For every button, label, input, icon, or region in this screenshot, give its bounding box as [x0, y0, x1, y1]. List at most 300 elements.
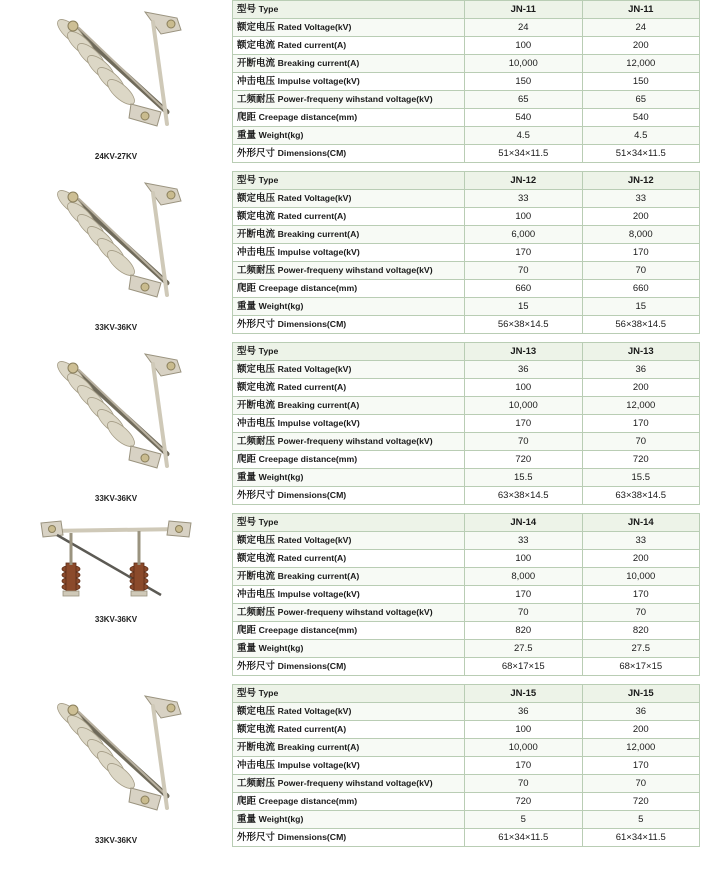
table-row [233, 343, 700, 361]
table-cell: 33 [582, 190, 700, 208]
product-caption: 33KV-36KV [94, 615, 138, 624]
row-label-en: Dimensions(CM) [277, 832, 347, 842]
spec-table-cell [232, 513, 716, 676]
table-cell: 100 [465, 208, 583, 226]
row-label-cn: 型号 [237, 4, 257, 15]
row-label-cn: 爬距 [237, 796, 257, 807]
row-label-cn: 冲击电压 [237, 589, 276, 600]
row-label [233, 514, 465, 532]
row-label [233, 793, 465, 811]
row-label-cn: 型号 [237, 175, 257, 186]
row-label [233, 343, 465, 361]
table-row [233, 550, 700, 568]
table-cell: JN-14 [582, 514, 700, 532]
row-label-cn: 工频耐压 [237, 607, 276, 618]
row-label-cn: 冲击电压 [237, 76, 276, 87]
row-label-en: Breaking current(A) [277, 400, 360, 410]
row-label-cn: 重量 [237, 643, 257, 654]
table-row [233, 244, 700, 262]
row-label [233, 586, 465, 604]
row-label [233, 532, 465, 550]
table-cell: 170 [465, 244, 583, 262]
row-label-cn: 额定电压 [237, 364, 276, 375]
row-label [233, 568, 465, 586]
row-label-en: Type [258, 175, 279, 185]
table-cell: 170 [582, 415, 700, 433]
table-cell: 65 [582, 91, 700, 109]
table-cell: 56×38×14.5 [582, 316, 700, 334]
table-row [233, 280, 700, 298]
table-row [233, 172, 700, 190]
table-cell: 10,000 [465, 397, 583, 415]
row-label-cn: 开断电流 [237, 742, 276, 753]
row-label-cn: 额定电压 [237, 193, 276, 204]
table-cell: 51×34×11.5 [582, 145, 700, 163]
row-label-en: Power-frequeny wihstand voltage(kV) [277, 607, 433, 617]
row-label-en: Weight(kg) [258, 643, 304, 653]
row-label-cn: 爬距 [237, 454, 257, 465]
spec-table-cell [232, 0, 716, 163]
product-caption: 33KV-36KV [94, 323, 138, 332]
table-row [233, 451, 700, 469]
row-label [233, 208, 465, 226]
table-row [233, 793, 700, 811]
table-cell: JN-13 [465, 343, 583, 361]
row-label [233, 298, 465, 316]
row-label-cn: 型号 [237, 346, 257, 357]
row-label-en: Weight(kg) [258, 130, 304, 140]
table-row [233, 433, 700, 451]
row-label-cn: 开断电流 [237, 229, 276, 240]
table-cell: JN-14 [465, 514, 583, 532]
table-row [233, 703, 700, 721]
row-label-cn: 工频耐压 [237, 94, 276, 105]
table-cell: JN-15 [582, 685, 700, 703]
row-label [233, 172, 465, 190]
table-row [233, 55, 700, 73]
table-cell: JN-13 [582, 343, 700, 361]
table-row [233, 640, 700, 658]
row-label-en: Type [258, 4, 279, 14]
row-label-cn: 外形尺寸 [237, 319, 276, 330]
row-label-en: Breaking current(A) [277, 571, 360, 581]
row-label [233, 190, 465, 208]
row-label-en: Creepage distance(mm) [258, 454, 358, 464]
spec-block [0, 513, 716, 676]
table-cell: 4.5 [582, 127, 700, 145]
table-row [233, 262, 700, 280]
row-label [233, 622, 465, 640]
table-row [233, 316, 700, 334]
row-label [233, 703, 465, 721]
row-label [233, 262, 465, 280]
table-cell: 10,000 [582, 568, 700, 586]
row-label-en: Impulse voltage(kV) [277, 418, 360, 428]
row-label-en: Rated current(A) [277, 211, 347, 221]
table-cell: 68×17×15 [465, 658, 583, 676]
spec-table [232, 0, 700, 163]
row-label-cn: 开断电流 [237, 400, 276, 411]
table-row [233, 109, 700, 127]
spec-block [0, 0, 716, 163]
table-row [233, 487, 700, 505]
row-label [233, 145, 465, 163]
row-label-cn: 工频耐压 [237, 436, 276, 447]
table-row [233, 757, 700, 775]
table-cell: 540 [465, 109, 583, 127]
row-label-en: Creepage distance(mm) [258, 112, 358, 122]
row-label-cn: 冲击电压 [237, 247, 276, 258]
table-cell: 36 [465, 703, 583, 721]
row-label [233, 775, 465, 793]
table-row [233, 775, 700, 793]
table-row [233, 379, 700, 397]
table-cell: 8,000 [582, 226, 700, 244]
row-label-cn: 型号 [237, 517, 257, 528]
row-label [233, 55, 465, 73]
row-label-cn: 外形尺寸 [237, 148, 276, 159]
row-label-cn: 爬距 [237, 112, 257, 123]
row-label-en: Rated current(A) [277, 40, 347, 50]
row-label [233, 487, 465, 505]
table-row [233, 739, 700, 757]
row-label [233, 73, 465, 91]
table-cell: 10,000 [465, 55, 583, 73]
table-cell: 12,000 [582, 397, 700, 415]
row-label-cn: 外形尺寸 [237, 490, 276, 501]
row-label-cn: 工频耐压 [237, 778, 276, 789]
table-row [233, 415, 700, 433]
product-caption: 24KV-27KV [94, 152, 138, 161]
row-label [233, 433, 465, 451]
row-label [233, 244, 465, 262]
product-image-cell [0, 342, 232, 503]
table-cell: 36 [582, 703, 700, 721]
table-row [233, 127, 700, 145]
table-cell: 56×38×14.5 [465, 316, 583, 334]
product-caption: 33KV-36KV [94, 494, 138, 503]
table-cell: 10,000 [465, 739, 583, 757]
table-cell: 820 [582, 622, 700, 640]
table-cell: 70 [582, 433, 700, 451]
table-cell: 24 [582, 19, 700, 37]
table-row [233, 298, 700, 316]
row-label-en: Dimensions(CM) [277, 148, 347, 158]
spec-table [232, 684, 700, 847]
row-label [233, 379, 465, 397]
table-cell: 27.5 [465, 640, 583, 658]
row-label-en: Power-frequeny wihstand voltage(kV) [277, 94, 433, 104]
table-cell: 63×38×14.5 [582, 487, 700, 505]
row-label-cn: 重量 [237, 301, 257, 312]
row-label [233, 91, 465, 109]
row-label-en: Power-frequeny wihstand voltage(kV) [277, 436, 433, 446]
product-image-cell [0, 0, 232, 161]
spec-block [0, 171, 716, 334]
row-label [233, 415, 465, 433]
row-label-en: Rated Voltage(kV) [277, 193, 352, 203]
row-label [233, 640, 465, 658]
table-row [233, 829, 700, 847]
fuse-cutout-illustration [41, 171, 191, 321]
table-cell: 12,000 [582, 739, 700, 757]
table-row [233, 208, 700, 226]
row-label-en: Breaking current(A) [277, 58, 360, 68]
row-label-en: Breaking current(A) [277, 229, 360, 239]
table-row [233, 73, 700, 91]
row-label-en: Rated Voltage(kV) [277, 364, 352, 374]
table-cell: 100 [465, 37, 583, 55]
table-row [233, 586, 700, 604]
row-label-cn: 额定电流 [237, 382, 276, 393]
row-label [233, 361, 465, 379]
row-label-en: Creepage distance(mm) [258, 283, 358, 293]
table-cell: 150 [465, 73, 583, 91]
row-label-cn: 额定电压 [237, 535, 276, 546]
row-label [233, 316, 465, 334]
row-label [233, 19, 465, 37]
row-label-en: Impulse voltage(kV) [277, 247, 360, 257]
table-cell: JN-11 [465, 1, 583, 19]
table-cell: 100 [465, 550, 583, 568]
row-label [233, 685, 465, 703]
row-label-cn: 工频耐压 [237, 265, 276, 276]
table-cell: 150 [582, 73, 700, 91]
spec-table [232, 171, 700, 334]
row-label [233, 397, 465, 415]
table-cell: 5 [582, 811, 700, 829]
table-cell: 200 [582, 37, 700, 55]
table-cell: 5 [465, 811, 583, 829]
row-label [233, 1, 465, 19]
table-cell: 170 [465, 586, 583, 604]
row-label [233, 721, 465, 739]
product-image-cell [0, 513, 232, 624]
table-cell: 70 [465, 262, 583, 280]
table-cell: 36 [582, 361, 700, 379]
table-row [233, 91, 700, 109]
table-row [233, 190, 700, 208]
table-row [233, 1, 700, 19]
table-cell: 51×34×11.5 [465, 145, 583, 163]
row-label-en: Type [258, 688, 279, 698]
table-cell: 170 [582, 757, 700, 775]
row-label [233, 280, 465, 298]
table-row [233, 361, 700, 379]
table-row [233, 685, 700, 703]
row-label-cn: 型号 [237, 688, 257, 699]
row-label-en: Impulse voltage(kV) [277, 76, 360, 86]
table-cell: 200 [582, 721, 700, 739]
table-cell: 63×38×14.5 [465, 487, 583, 505]
table-cell: 170 [465, 415, 583, 433]
table-cell: JN-12 [582, 172, 700, 190]
fuse-cutout-illustration [41, 684, 191, 834]
row-label-en: Power-frequeny wihstand voltage(kV) [277, 265, 433, 275]
table-row [233, 622, 700, 640]
row-label-cn: 外形尺寸 [237, 661, 276, 672]
table-row [233, 514, 700, 532]
table-cell: 720 [582, 793, 700, 811]
row-label-cn: 开断电流 [237, 571, 276, 582]
product-caption: 33KV-36KV [94, 836, 138, 845]
fuse-cutout-illustration [41, 342, 191, 492]
spec-table-cell [232, 342, 716, 505]
row-label [233, 550, 465, 568]
product-image-cell [0, 684, 232, 845]
row-label-en: Power-frequeny wihstand voltage(kV) [277, 778, 433, 788]
row-label-cn: 冲击电压 [237, 760, 276, 771]
row-label-en: Type [258, 517, 279, 527]
table-cell: 6,000 [465, 226, 583, 244]
table-cell: 170 [582, 586, 700, 604]
row-label-en: Dimensions(CM) [277, 661, 347, 671]
row-label-cn: 重量 [237, 814, 257, 825]
row-label-en: Dimensions(CM) [277, 490, 347, 500]
spec-table-cell [232, 171, 716, 334]
row-label-en: Breaking current(A) [277, 742, 360, 752]
row-label-en: Weight(kg) [258, 301, 304, 311]
fuse-cutout-illustration-horizontal [31, 513, 201, 613]
row-label [233, 658, 465, 676]
table-cell: 200 [582, 550, 700, 568]
table-cell: 12,000 [582, 55, 700, 73]
table-cell: 33 [582, 532, 700, 550]
table-cell: 200 [582, 379, 700, 397]
row-label-en: Weight(kg) [258, 814, 304, 824]
row-label-en: Dimensions(CM) [277, 319, 347, 329]
spec-table-cell [232, 684, 716, 847]
row-label-en: Type [258, 346, 279, 356]
table-cell: 24 [465, 19, 583, 37]
row-label-cn: 外形尺寸 [237, 832, 276, 843]
table-cell: 15.5 [582, 469, 700, 487]
product-image-cell [0, 171, 232, 332]
table-cell: 660 [582, 280, 700, 298]
spec-block [0, 684, 716, 847]
spec-table [232, 342, 700, 505]
row-label [233, 451, 465, 469]
table-row [233, 226, 700, 244]
row-label-cn: 额定电流 [237, 724, 276, 735]
table-cell: 170 [582, 244, 700, 262]
row-label-en: Rated current(A) [277, 382, 347, 392]
row-label-en: Rated current(A) [277, 724, 347, 734]
table-cell: 820 [465, 622, 583, 640]
row-label-en: Rated Voltage(kV) [277, 535, 352, 545]
table-cell: 70 [582, 775, 700, 793]
row-label [233, 37, 465, 55]
row-label-cn: 额定电压 [237, 22, 276, 33]
table-row [233, 37, 700, 55]
table-cell: 33 [465, 532, 583, 550]
table-row [233, 145, 700, 163]
table-cell: 70 [582, 604, 700, 622]
row-label [233, 829, 465, 847]
table-cell: 70 [582, 262, 700, 280]
row-label-cn: 额定电流 [237, 211, 276, 222]
table-cell: 33 [465, 190, 583, 208]
table-cell: JN-15 [465, 685, 583, 703]
table-cell: 4.5 [465, 127, 583, 145]
row-label-en: Rated Voltage(kV) [277, 22, 352, 32]
row-label-en: Impulse voltage(kV) [277, 760, 360, 770]
table-row [233, 469, 700, 487]
row-label-cn: 额定电流 [237, 40, 276, 51]
row-label [233, 226, 465, 244]
table-cell: 720 [465, 451, 583, 469]
table-cell: 68×17×15 [582, 658, 700, 676]
row-label [233, 109, 465, 127]
row-label [233, 811, 465, 829]
table-cell: 660 [465, 280, 583, 298]
row-label-en: Creepage distance(mm) [258, 625, 358, 635]
table-row [233, 397, 700, 415]
table-cell: 100 [465, 721, 583, 739]
row-label-cn: 重量 [237, 130, 257, 141]
row-label [233, 127, 465, 145]
table-cell: 170 [465, 757, 583, 775]
table-cell: 15 [465, 298, 583, 316]
row-label-cn: 爬距 [237, 283, 257, 294]
table-row [233, 658, 700, 676]
table-cell: 65 [465, 91, 583, 109]
table-row [233, 721, 700, 739]
table-cell: 8,000 [465, 568, 583, 586]
row-label-en: Weight(kg) [258, 472, 304, 482]
spec-table [232, 513, 700, 676]
table-row [233, 604, 700, 622]
table-cell: 100 [465, 379, 583, 397]
table-cell: 27.5 [582, 640, 700, 658]
table-cell: 720 [582, 451, 700, 469]
row-label [233, 469, 465, 487]
table-cell: 70 [465, 433, 583, 451]
table-cell: 70 [465, 604, 583, 622]
table-cell: JN-11 [582, 1, 700, 19]
table-cell: 15.5 [465, 469, 583, 487]
table-cell: 61×34×11.5 [465, 829, 583, 847]
fuse-cutout-illustration [41, 0, 191, 150]
table-row [233, 19, 700, 37]
row-label-cn: 额定电流 [237, 553, 276, 564]
row-label-cn: 额定电压 [237, 706, 276, 717]
table-cell: 36 [465, 361, 583, 379]
table-cell: 200 [582, 208, 700, 226]
table-cell: 61×34×11.5 [582, 829, 700, 847]
row-label-cn: 爬距 [237, 625, 257, 636]
spec-block [0, 342, 716, 505]
row-label-en: Creepage distance(mm) [258, 796, 358, 806]
table-cell: 70 [465, 775, 583, 793]
table-row [233, 532, 700, 550]
row-label-en: Rated Voltage(kV) [277, 706, 352, 716]
row-label-cn: 重量 [237, 472, 257, 483]
row-label [233, 739, 465, 757]
row-label [233, 757, 465, 775]
row-label-cn: 开断电流 [237, 58, 276, 69]
row-label-cn: 冲击电压 [237, 418, 276, 429]
table-cell: 540 [582, 109, 700, 127]
table-cell: 15 [582, 298, 700, 316]
row-label-en: Rated current(A) [277, 553, 347, 563]
table-row [233, 568, 700, 586]
row-label-en: Impulse voltage(kV) [277, 589, 360, 599]
table-cell: JN-12 [465, 172, 583, 190]
table-cell: 720 [465, 793, 583, 811]
row-label [233, 604, 465, 622]
table-row [233, 811, 700, 829]
